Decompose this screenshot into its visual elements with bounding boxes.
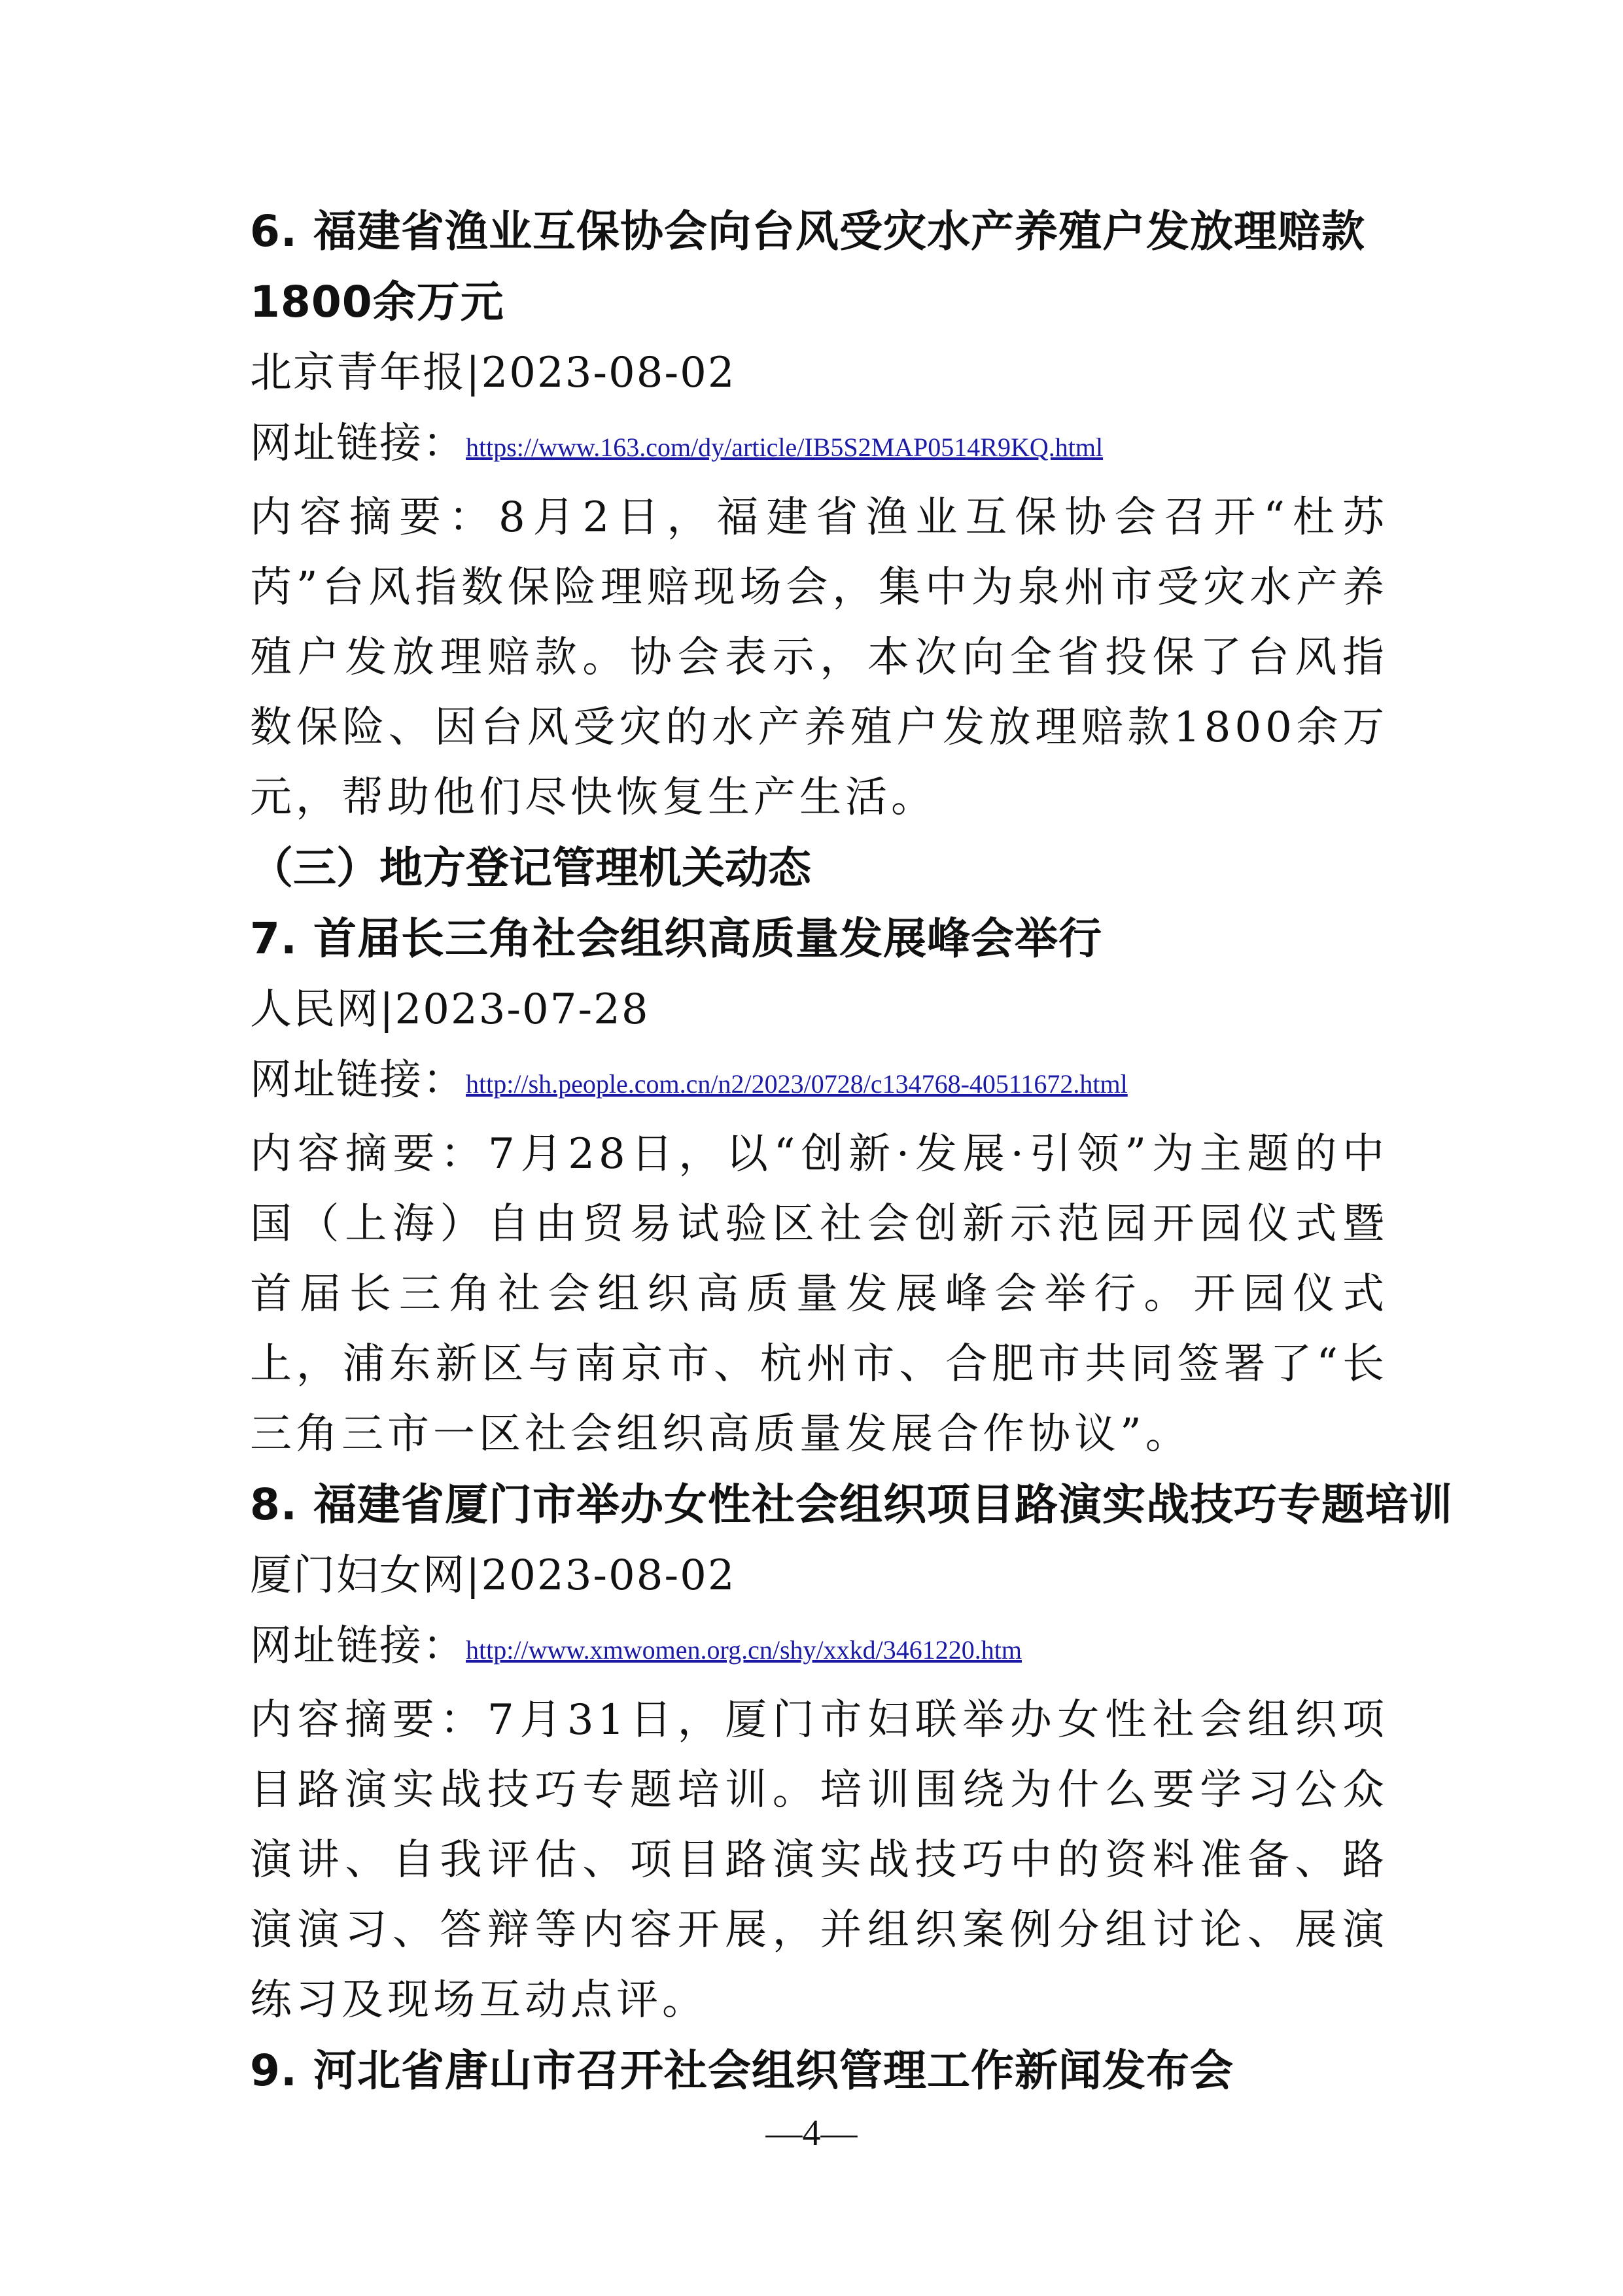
link-label: 网址链接： [250,1622,466,1670]
news-link[interactable]: http://www.xmwomen.org.cn/shy/xxkd/3461220.htm [466,1635,1022,1665]
news-source: 北京青年报|2023-08-02 [250,349,736,397]
news-item-9 [250,2036,1388,2106]
link-label: 网址链接： [250,1056,466,1104]
page-number: —4— [765,2113,858,2153]
news-source: 厦门妇女网|2023-08-02 [250,1551,736,1600]
news-link[interactable]: http://sh.people.com.cn/n2/2023/0728/c134768-40511672.html [466,1069,1128,1099]
news-item-8 [250,1470,1453,2036]
news-item-7 [250,904,1388,1470]
news-item-6 [250,196,1388,833]
news-link-line [250,1045,1388,1120]
news-link-line [250,1611,1388,1686]
link-label: 网址链接： [250,419,466,468]
news-link[interactable]: https://www.163.com/dy/article/IB5S2MAP0514R9KQ.html [466,433,1104,462]
news-link-line [250,408,1388,483]
news-title: 8. 福建省厦门市举办女性社会组织项目路演实战技巧专题培训 [250,1479,1453,1530]
news-summary: 内容摘要：7月31日，厦门市妇联举办女性社会组织项目路演实战技巧专题培训。培训围绕为什么要学习公众演讲、自我评估、项目路演实战技巧中的资料准备、路演演习、答辩等内容开展，并组织案例分组讨论、展演练习及现场互动点评。 [250,1696,1388,2024]
news-summary: 内容摘要：8月2日，福建省渔业互保协会召开“杜苏芮”台风指数保险理赔现场会，集中为泉州市受灾水产养殖户发放理赔款。协会表示，本次向全省投保了台风指数保险、因台风受灾的水产养殖户发放理赔款1800余万元，帮助他们尽快恢复生产生活。 [250,493,1388,822]
news-title: 6. 福建省渔业互保协会向台风受灾水产养殖户发放理赔款1800余万元 [250,206,1365,327]
news-summary: 内容摘要：7月28日，以“创新·发展·引领”为主题的中国（上海）自由贸易试验区社会创新示范园开园仪式暨首届长三角社会组织高质量发展峰会举行。开园仪式上，浦东新区与南京市、杭州市、合肥市共同签署了“长三角三市一区社会组织高质量发展合作协议”。 [250,1130,1388,1458]
news-source: 人民网|2023-07-28 [250,985,650,1034]
news-title: 7. 首届长三角社会组织高质量发展峰会举行 [250,913,1102,964]
document-page [250,196,1453,2106]
news-title: 9. 河北省唐山市召开社会组织管理工作新闻发布会 [250,2045,1234,2096]
section-heading: （三）地方登记管理机关动态 [250,843,811,893]
